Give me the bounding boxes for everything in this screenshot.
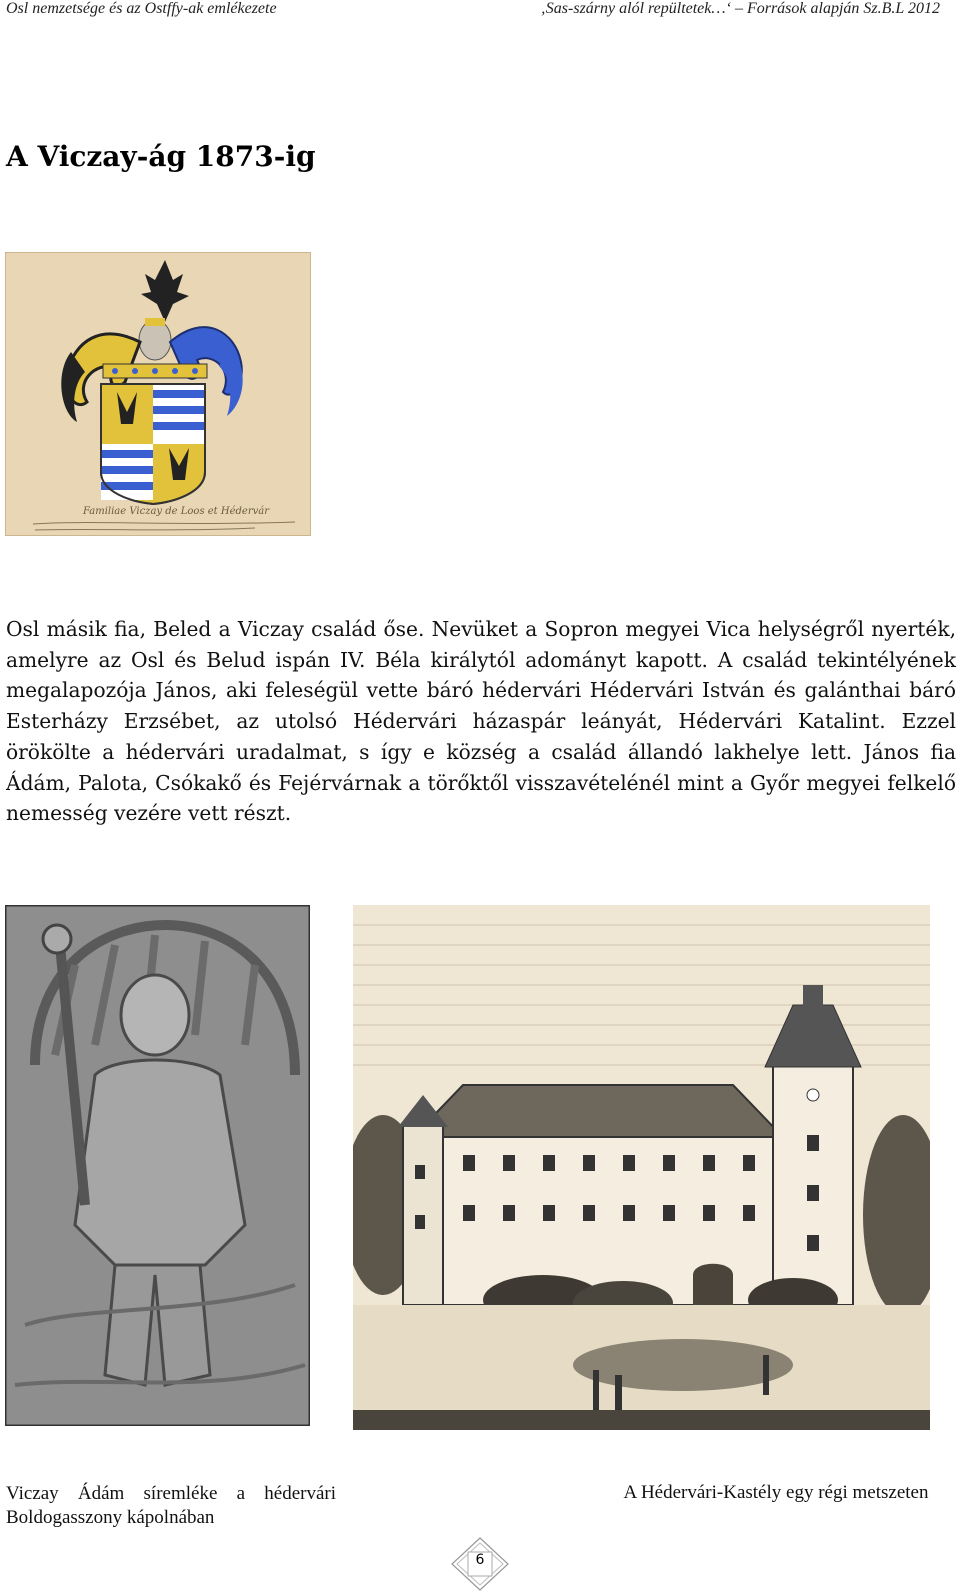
coat-of-arms-image	[5, 252, 311, 536]
page-title: A Viczay-ág 1873-ig	[6, 140, 316, 173]
page-number-badge	[448, 1536, 512, 1592]
body-paragraph: Osl másik fia, Beled a Viczay család őse. Nevüket a Sopron megyei Vica helységről nyerték, amelyre az Osl és Belud ispán IV. Béla királytól adományt kapott. A család tekintélyének megalapozója János, aki feleségül vette báró hédervári Hédervári István és galánthai báró Esterházy Erzsébet, az utolsó Hédervári házaspár leányát, Hédervári Katalint. Ezzel örökölte a hédervári uradalmat, s így e község a család állandó lakhelye lett. János fia Ádám, Palota, Csókakő és Fejérvárnak a törőktől visszavételénél mint a Győr megyei felkelő nemesség vezére vett részt.	[6, 617, 956, 826]
tomb-caption: Viczay Ádám síremléke a hédervári Boldogasszony kápolnában	[6, 1483, 336, 1528]
running-header	[6, 0, 946, 18]
page-number: 6	[475, 1552, 485, 1568]
castle-caption: A Hédervári-Kastély egy régi metszeten	[623, 1482, 929, 1503]
castle-engraving-image	[353, 905, 930, 1430]
coat-of-arms-inscription: Familiae Viczay de Loos et Hédervár	[83, 506, 269, 517]
header-left-text: Osl nemzetsége és az Ostffy-ak emlékezete	[6, 0, 277, 17]
tomb-relief-image	[5, 905, 310, 1426]
header-right-text: ‚Sas-szárny alól repültetek…‘ – Források alapján Sz.B.L 2012	[540, 0, 940, 17]
